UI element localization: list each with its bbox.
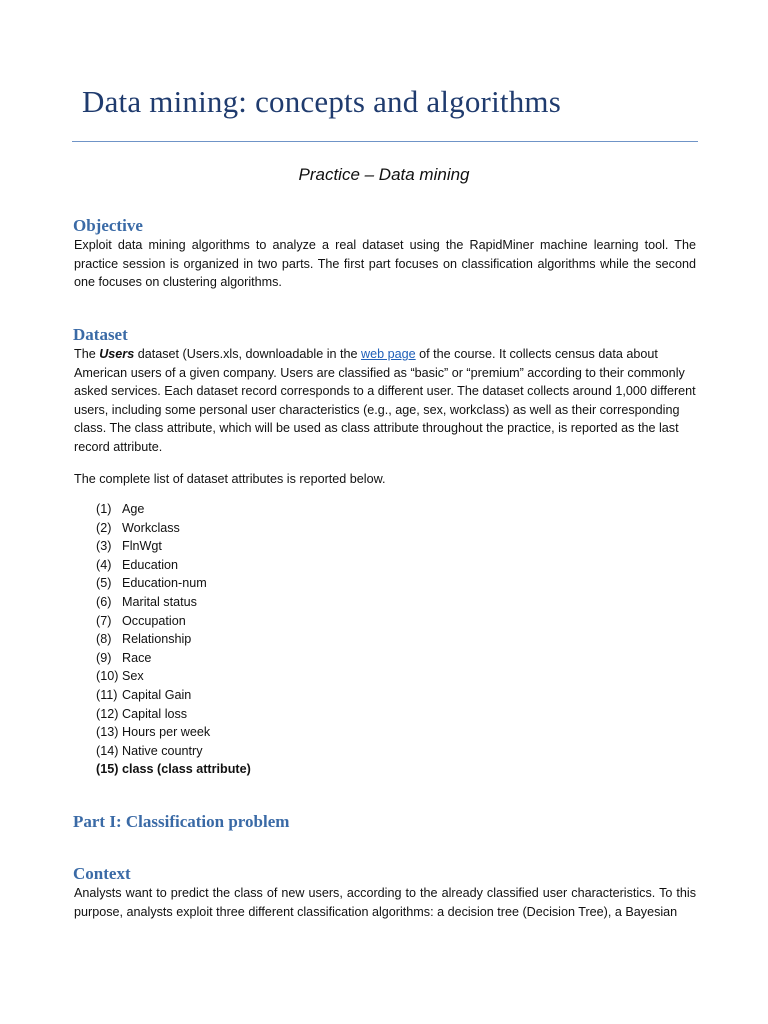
dataset-name: Users xyxy=(99,347,135,361)
title-divider xyxy=(72,141,698,142)
list-item: (8) Relationship xyxy=(96,632,192,647)
list-item: (1) Age xyxy=(96,502,145,516)
list-item: (7) Occupation xyxy=(96,613,186,628)
list-item: (13) Hours per week xyxy=(96,725,211,740)
list-item-class-attribute: (15) class (class attribute) xyxy=(96,762,251,777)
context-heading: Context xyxy=(73,864,131,883)
part1-heading: Part I: Classification problem xyxy=(73,812,290,831)
list-item: (9) Race xyxy=(96,650,152,665)
list-item: (12) Capital loss xyxy=(96,706,188,721)
dataset-text-mid: dataset (Users.xls, downloadable in the xyxy=(134,347,362,361)
document-subtitle: Practice – Data mining xyxy=(298,165,470,184)
context-text: Analysts want to predict the class of new users, according to the already classified user characteristics. To this purpose, analysts exploit three different classification algorithms: a decision tree (Decision Tree), a Bayesian xyxy=(74,886,696,919)
list-item: (14) Native country xyxy=(96,743,203,758)
objective-heading: Objective xyxy=(73,216,143,235)
attribute-list xyxy=(96,500,251,779)
dataset-text-post: of the course. It collects census data about American users of a given company. Users are classified as “basic” or “premium” according to their commonly asked services. Each dataset record corresponds to a different user. The dataset collects around 1,000 different users, including some personal user characteristics (e.g., age, sex, workclass) as well as their corresponding class. The class attribute, which will be used as class attribute throughout the practice, is reported as the last record attribute. xyxy=(74,347,696,454)
attribute-list-intro: The complete list of dataset attributes is reported below. xyxy=(74,472,386,486)
document-title: Data mining: concepts and algorithms xyxy=(82,84,561,119)
dataset-text-pre: The xyxy=(74,347,100,361)
dataset-heading: Dataset xyxy=(73,325,128,344)
list-item: (5) Education-num xyxy=(96,576,207,591)
list-item: (10) Sex xyxy=(96,669,144,684)
dataset-description xyxy=(74,345,696,457)
list-item: (6) Marital status xyxy=(96,594,197,609)
objective-text: Exploit data mining algorithms to analyze a real dataset using the RapidMiner machine learning tool. The practice session is organized in two parts. The first part focuses on classification algorithms while the second one focuses on clustering algorithms. xyxy=(74,238,696,290)
list-item: (4) Education xyxy=(96,557,179,572)
list-item: (11) Capital Gain xyxy=(96,687,192,702)
list-item: (2) Workclass xyxy=(96,520,180,535)
course-web-page-link[interactable]: web page xyxy=(361,347,416,361)
list-item: (3) FlnWgt xyxy=(96,539,162,554)
